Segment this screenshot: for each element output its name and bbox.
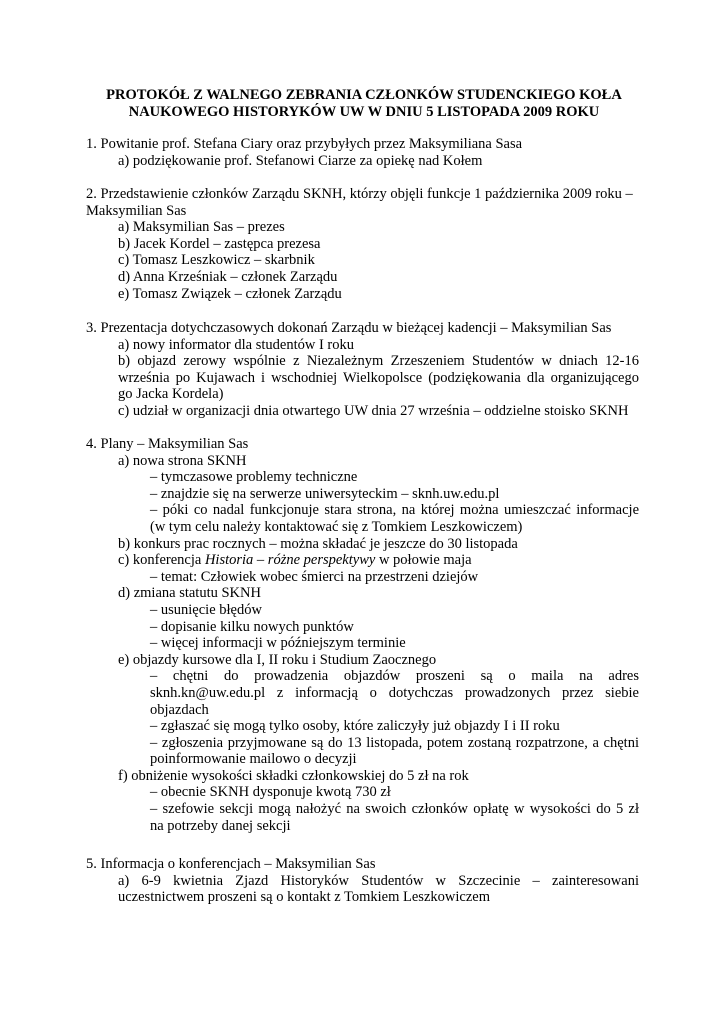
section-5-item-a-line-2: uczestnictwem proszeni są o kontakt z Tomkiem Leszkowiczem: [118, 889, 490, 906]
section-4-item-a-point-2: – znajdzie się na serwerze uniwersyteckim – sknh.uw.edu.pl: [150, 485, 500, 502]
section-4-item-e-point-1-line-2: sknh.kn@uw.edu.pl z informacją o dotychczas prowadzonych przez siebie: [150, 684, 639, 701]
section-2-item-e: e) Tomasz Związek – członek Zarządu: [118, 285, 342, 302]
section-4-item-e-point-3-line-2: poinformowanie mailowo o decyzji: [150, 751, 357, 768]
section-4-item-f-point-1: – obecnie SKNH dysponuje kwotą 730 zł: [150, 784, 391, 801]
section-4-item-c-point-1: – temat: Człowiek wobec śmierci na przestrzeni dziejów: [150, 568, 479, 585]
section-4-item-e-point-2: – zgłaszać się mogą tylko osoby, które zaliczyły już objazdy I i II roku: [150, 718, 560, 735]
title-line-2: NAUKOWEGO HISTORYKÓW UW W DNIU 5 LISTOPADA 2009 ROKU: [128, 104, 600, 120]
title-line-1: PROTOKÓŁ Z WALNEGO ZEBRANIA CZŁONKÓW STUDENCKIEGO KOŁA: [106, 87, 622, 103]
section-4-item-b: b) konkurs prac rocznych – można składać je jeszcze do 30 listopada: [118, 535, 518, 552]
section-4-item-c-prefix: c) konferencja: [118, 552, 205, 569]
section-4-heading: 4. Plany – Maksymilian Sas: [86, 436, 249, 452]
section-1: [86, 136, 639, 169]
section-4-item-d-point-2: – dopisanie kilku nowych punktów: [150, 618, 354, 635]
section-1-heading: 1. Powitanie prof. Stefana Ciary oraz przybyłych przez Maksymiliana Sasa: [86, 136, 523, 152]
document-title: [86, 87, 642, 121]
section-4-item-f-point-2-line-2: na potrzeby danej sekcji: [150, 817, 291, 834]
section-2-heading-line-2: Maksymilian Sas: [86, 202, 187, 219]
section-4-item-f-point-2-line-1: – szefowie sekcji mogą nałożyć na swoich członków opłatę w wysokości do 5 zł: [150, 801, 639, 818]
section-4-item-e: e) objazdy kursowe dla I, II roku i Studium Zaocznego: [118, 651, 437, 668]
section-4-item-a-point-1: – tymczasowe problemy techniczne: [150, 469, 358, 486]
section-2-item-c: c) Tomasz Leszkowicz – skarbnik: [118, 252, 315, 269]
section-2-item-d: d) Anna Krześniak – członek Zarządu: [118, 268, 338, 285]
section-4-item-a-point-3-line-1: – póki co nadal funkcjonuje stara strona, na której można umieszczać informacje: [150, 502, 639, 519]
section-3-item-b-line-1: b) objazd zerowy wspólnie z Niezależnym Zrzeszeniem Studentów w dniach 12-16: [118, 353, 639, 370]
section-4-item-c: [86, 552, 639, 569]
section-2-item-b: b) Jacek Kordel – zastępca prezesa: [118, 235, 321, 252]
section-3-item-b-line-2: września po Kujawach i wschodniej Wielkopolsce (podziękowania dla organizującego: [118, 369, 639, 386]
section-2-item-a: a) Maksymilian Sas – prezes: [118, 219, 285, 236]
section-4-item-e-point-1-line-1: – chętni do prowadzenia objazdów proszeni są o maila na adres: [150, 668, 639, 685]
section-4-item-e-point-3-line-1: – zgłoszenia przyjmowane są do 13 listopada, potem zostaną rozpatrzone, a chętni: [150, 734, 639, 751]
conference-title: Historia – różne perspektywy: [204, 552, 376, 569]
section-4-item-d: d) zmiana statutu SKNH: [118, 585, 261, 602]
section-4-item-f: f) obniżenie wysokości składki członkowskiej do 5 zł na rok: [118, 767, 469, 784]
section-1-item-a: a) podziękowanie prof. Stefanowi Ciarze za opiekę nad Kołem: [118, 152, 483, 169]
section-4-item-a: a) nowa strona SKNH: [118, 452, 247, 469]
section-5-heading: 5. Informacja o konferencjach – Maksymilian Sas: [86, 856, 376, 872]
section-3-item-a: a) nowy informator dla studentów I roku: [118, 336, 354, 353]
section-4: [86, 436, 639, 834]
section-3: [86, 320, 639, 420]
section-3-item-c: c) udział w organizacji dnia otwartego UW dnia 27 września – oddzielne stoisko SKNH: [118, 402, 629, 419]
section-3-item-b-line-3: go Jacka Kordela): [118, 386, 224, 403]
section-4-item-e-point-1-line-3: objazdach: [150, 701, 209, 718]
section-4-item-d-point-3: – więcej informacji w późniejszym terminie: [150, 635, 406, 652]
section-4-item-c-suffix: w połowie maja: [375, 552, 472, 569]
section-2: [86, 186, 639, 302]
section-4-item-a-point-3-line-2: (w tym celu należy kontaktować się z Tomkiem Leszkowiczem): [150, 518, 523, 535]
section-5: [86, 856, 639, 906]
section-4-item-d-point-1: – usunięcie błędów: [150, 601, 262, 618]
section-2-heading-line-1: 2. Przedstawienie członków Zarządu SKNH, którzy objęli funkcje 1 października 2009 roku –: [86, 186, 633, 202]
section-5-item-a-line-1: a) 6-9 kwietnia Zjazd Historyków Studentów w Szczecinie – zainteresowani: [118, 872, 639, 889]
section-3-heading: 3. Prezentacja dotychczasowych dokonań Zarządu w bieżącej kadencji – Maksymilian Sas: [86, 320, 612, 336]
